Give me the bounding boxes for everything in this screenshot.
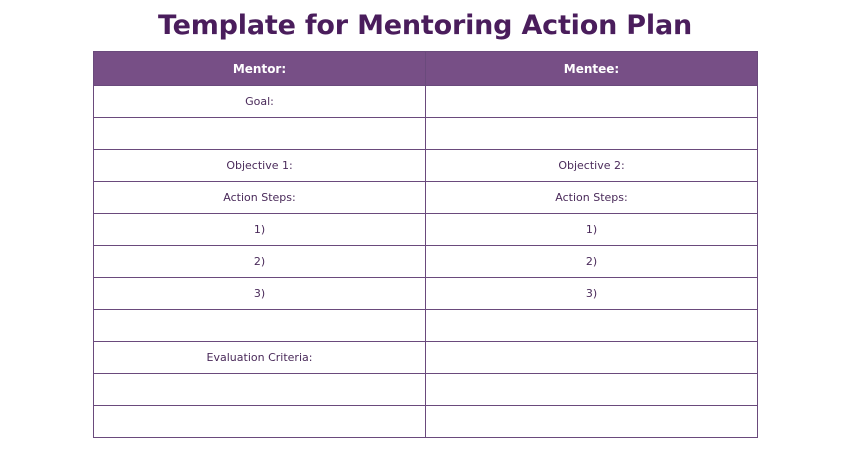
- table-row: [94, 150, 758, 182]
- table-row: [94, 374, 758, 406]
- page-title: Template for Mentoring Action Plan: [157, 10, 692, 41]
- table-header-row: [94, 52, 758, 86]
- mentor-step-3-cell[interactable]: 3): [94, 278, 426, 310]
- mentee-action-steps-cell[interactable]: Action Steps:: [426, 182, 758, 214]
- mentee-step-3-cell[interactable]: 3): [426, 278, 758, 310]
- mentor-step-1-cell[interactable]: 1): [94, 214, 426, 246]
- mentee-evaluation-criteria-cell[interactable]: [426, 342, 758, 374]
- mentor-cell[interactable]: [94, 310, 426, 342]
- action-plan-table: [93, 51, 758, 438]
- mentor-cell[interactable]: [94, 374, 426, 406]
- mentor-objective-cell[interactable]: Objective 1:: [94, 150, 426, 182]
- table-row: [94, 86, 758, 118]
- mentor-column-header: Mentor:: [94, 52, 426, 86]
- mentee-cell[interactable]: [426, 406, 758, 438]
- mentor-cell[interactable]: [94, 118, 426, 150]
- mentee-objective-cell[interactable]: Objective 2:: [426, 150, 758, 182]
- mentee-column-header: Mentee:: [426, 52, 758, 86]
- table-row: [94, 342, 758, 374]
- table-row: [94, 278, 758, 310]
- mentor-step-2-cell[interactable]: 2): [94, 246, 426, 278]
- mentee-cell[interactable]: [426, 310, 758, 342]
- mentor-evaluation-criteria-cell[interactable]: Evaluation Criteria:: [94, 342, 426, 374]
- mentee-step-1-cell[interactable]: 1): [426, 214, 758, 246]
- table-row: [94, 118, 758, 150]
- table-row: [94, 182, 758, 214]
- mentee-cell[interactable]: [426, 118, 758, 150]
- mentor-cell[interactable]: [94, 406, 426, 438]
- mentee-goal-cell[interactable]: [426, 86, 758, 118]
- table-row: [94, 310, 758, 342]
- table-row: [94, 406, 758, 438]
- mentee-cell[interactable]: [426, 374, 758, 406]
- table-row: [94, 246, 758, 278]
- mentee-step-2-cell[interactable]: 2): [426, 246, 758, 278]
- table-row: [94, 214, 758, 246]
- mentor-goal-cell[interactable]: Goal:: [94, 86, 426, 118]
- mentor-action-steps-cell[interactable]: Action Steps:: [94, 182, 426, 214]
